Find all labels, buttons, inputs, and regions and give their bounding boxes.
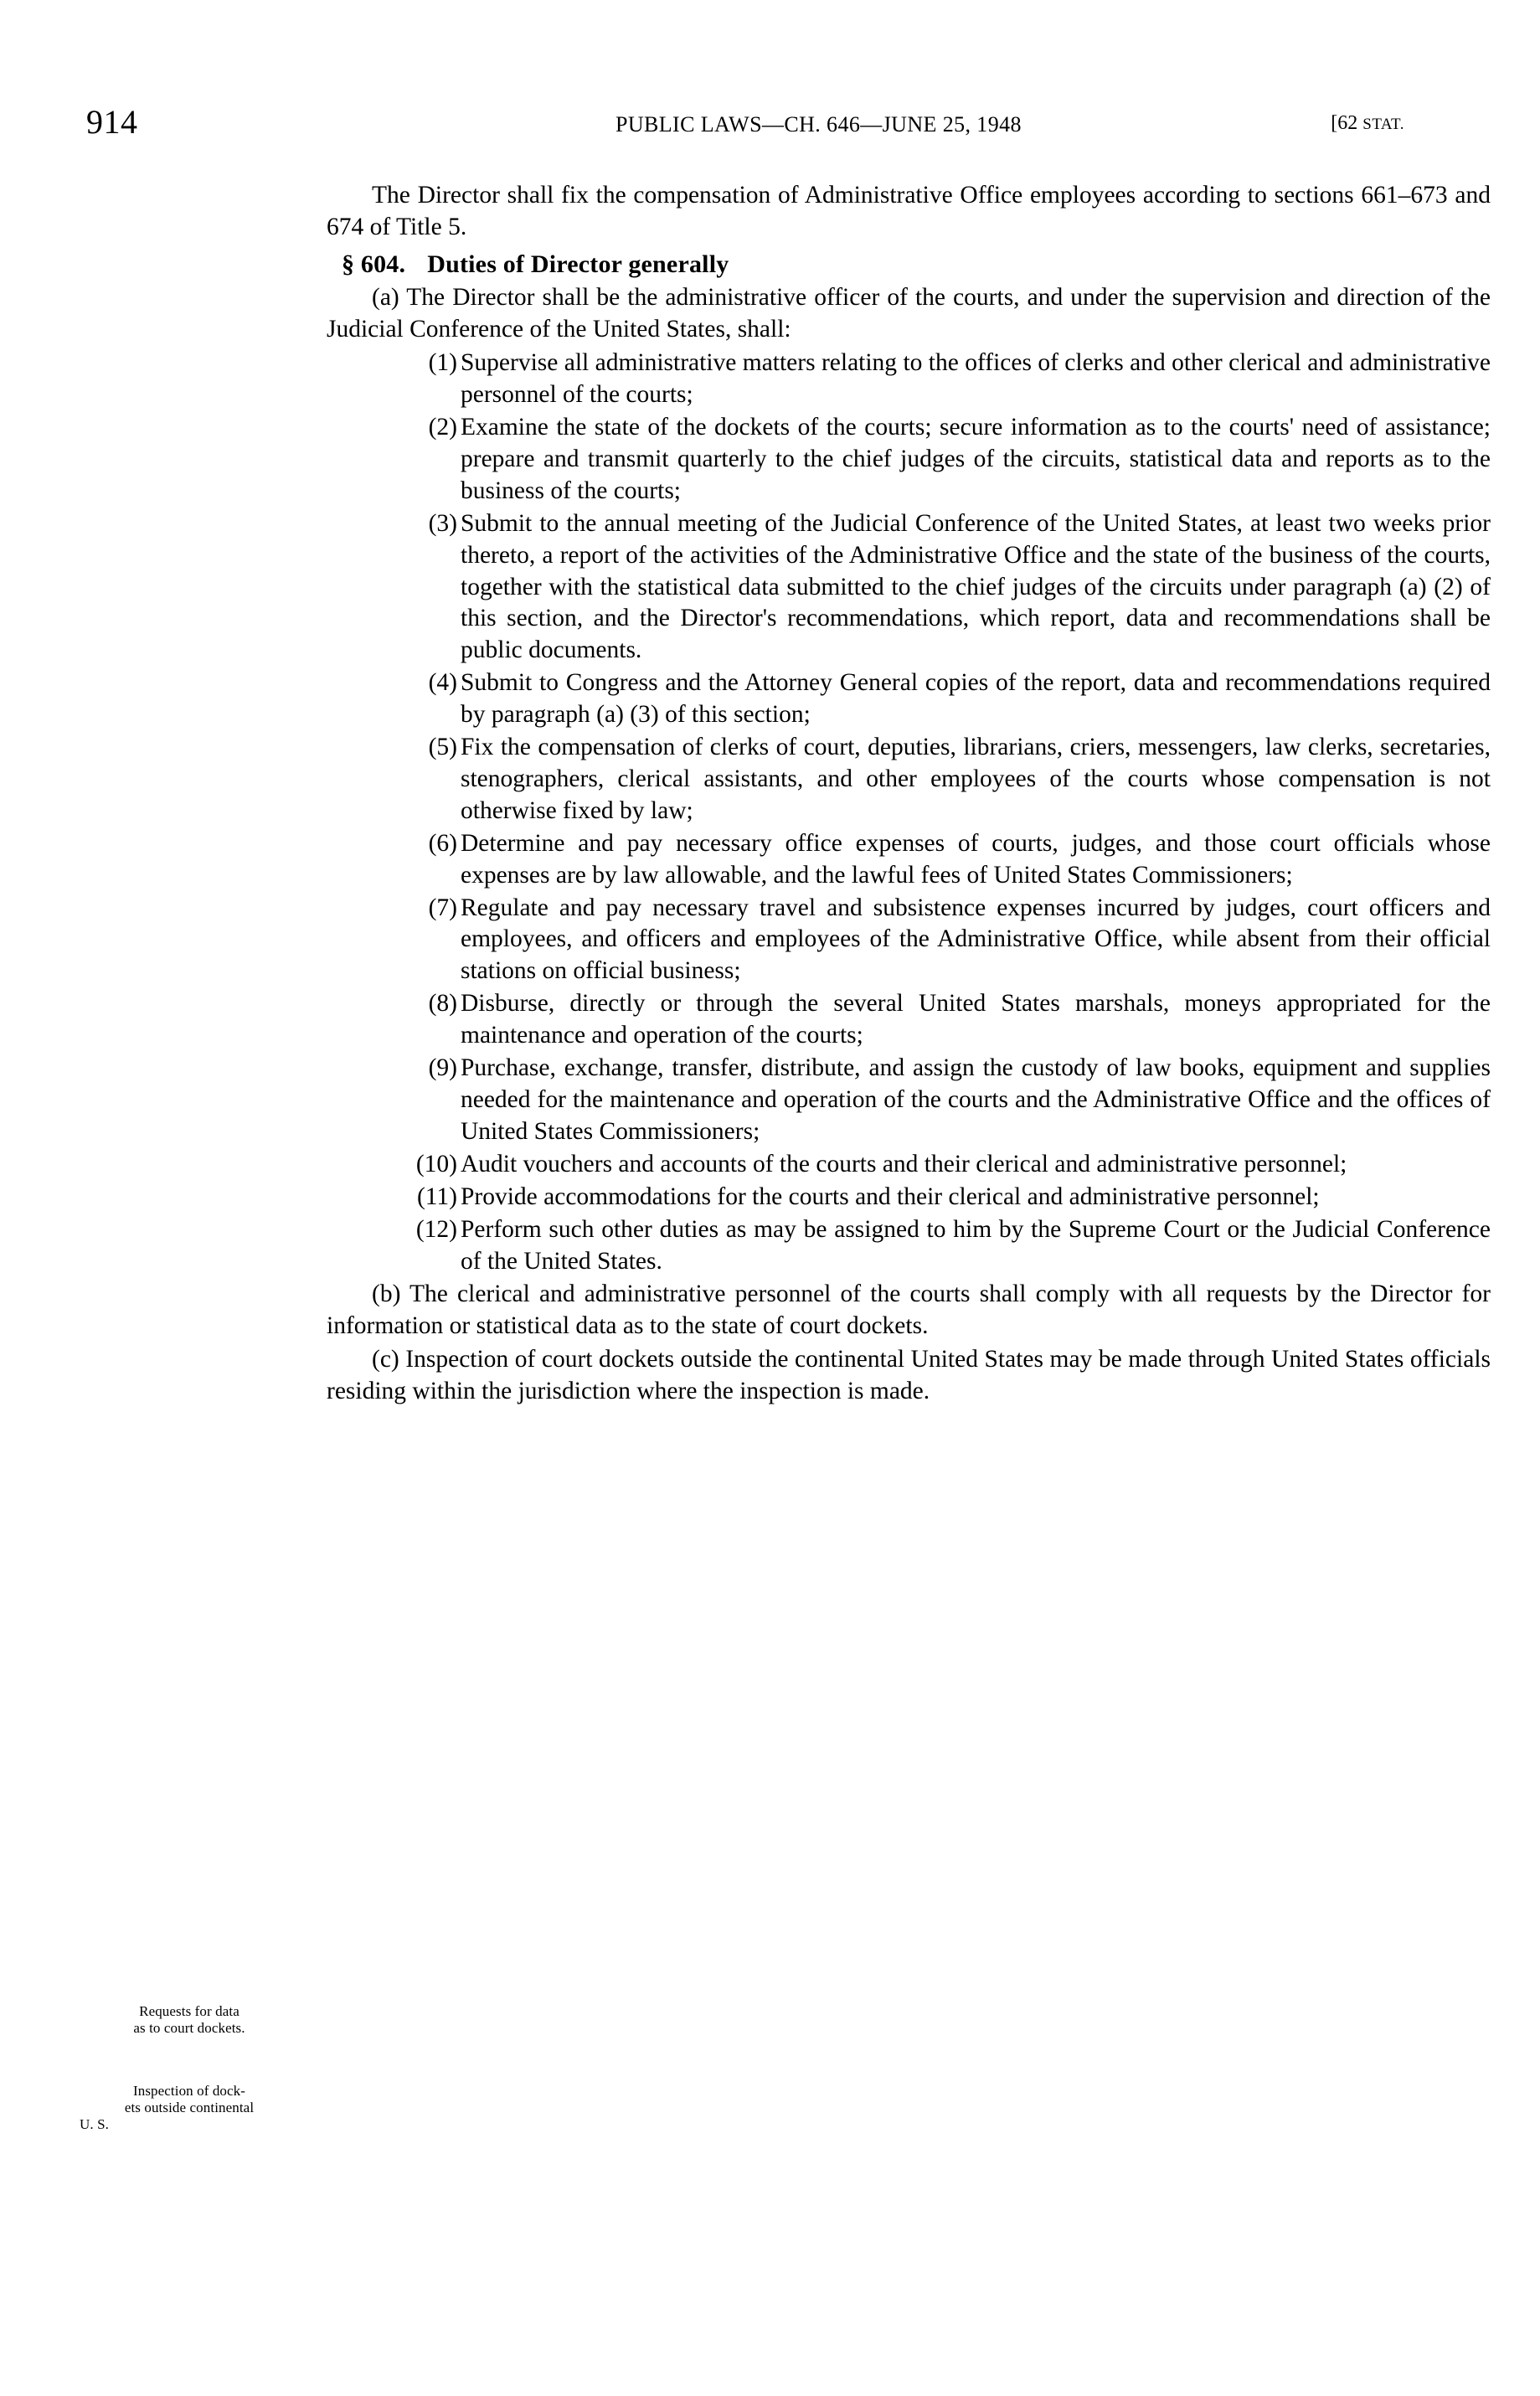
- marginal-note-inspection: [80, 2083, 299, 2133]
- list-item-text: Provide accommodations for the courts and their clerical and administrative personnel;: [461, 1183, 1320, 1210]
- list-item-number: (9): [428, 1054, 457, 1082]
- list-item-text: Regulate and pay necessary travel and subsistence expenses incurred by judges, court officers and employees, and officers and employees of the Administrative Office, while absent from their official stations on official business;: [461, 894, 1491, 985]
- list-item: [327, 1214, 1491, 1278]
- list-item-number: (7): [428, 894, 457, 921]
- running-head: PUBLIC LAWS—CH. 646—JUNE 25, 1948: [615, 112, 1022, 137]
- list-item-number: (10): [415, 1150, 457, 1177]
- paragraph-b: (b) The clerical and administrative personnel of the courts shall comply with all requests by the Director for information or statistical data as to the state of court dockets.: [327, 1280, 1491, 1340]
- numbered-list: [327, 348, 1491, 1277]
- statute-reference: [1331, 112, 1404, 135]
- list-item: [327, 412, 1491, 508]
- list-item: [327, 1149, 1491, 1181]
- section-heading: [327, 249, 1491, 281]
- marginal-note-line: Requests for data: [139, 2003, 239, 2019]
- marginal-note-requests: [80, 2003, 299, 2037]
- list-item: [327, 828, 1491, 892]
- list-item-number: (8): [428, 990, 457, 1018]
- stat-ref-open: [62: [1331, 112, 1363, 134]
- list-item-number: (11): [416, 1183, 457, 1210]
- list-item-text: Fix the compensation of clerks of court, deputies, librarians, criers, messengers, law clerks, secretaries, stenographers, clerical assistants, and other employees of the courts whose compensation is not otherwise fixed by law;: [461, 734, 1491, 824]
- stat-ref-smallcaps: STAT.: [1362, 116, 1404, 133]
- list-item-number: (2): [428, 413, 457, 441]
- list-item-text: Purchase, exchange, transfer, distribute, and assign the custody of law books, equipment and supplies needed for the maintenance and operation of the courts and the Administrative Office and the offices of United States Commissioners;: [461, 1054, 1491, 1145]
- list-item-text: Submit to Congress and the Attorney General copies of the report, data and recommendations required by paragraph (a) (3) of this section;: [461, 669, 1491, 729]
- paragraph-c: (c) Inspection of court dockets outside the continental United States may be made through United States officials residing within the jurisdiction where the inspection is made.: [327, 1346, 1491, 1405]
- marginal-note-line: as to court dockets.: [133, 2020, 245, 2037]
- list-item-number: (12): [415, 1215, 457, 1243]
- intro-paragraph: The Director shall fix the compensation of Administrative Office employees according to sections 661–673 and 674 of Title 5.: [327, 182, 1491, 240]
- list-item: [327, 1182, 1491, 1213]
- body-column: [327, 180, 1491, 1408]
- page-header: [80, 103, 1470, 146]
- list-item-text: Perform such other duties as may be assigned to him by the Supreme Court or the Judicial Conference of the United States.: [461, 1215, 1491, 1275]
- paragraph-a: (a) The Director shall be the administrative officer of the courts, and under the supervision and direction of the Judicial Conference of the United States, shall:: [327, 284, 1491, 343]
- list-item: [327, 348, 1491, 411]
- list-item-text: Examine the state of the dockets of the courts; secure information as to the courts' need of assistance; prepare and transmit quarterly to the chief judges of the circuits, statistical data and reports as to the business of the courts;: [461, 413, 1491, 504]
- list-item-number: (1): [428, 349, 457, 377]
- list-item: [327, 988, 1491, 1052]
- marginal-note-line: Inspection of dock-: [132, 2083, 246, 2099]
- list-item-text: Disburse, directly or through the several United States marshals, moneys appropriated for the maintenance and operation of the courts;: [461, 990, 1491, 1049]
- page-number: 914: [86, 103, 138, 141]
- marginal-note-line: U. S.: [80, 2116, 109, 2133]
- section-symbol: § 604.: [342, 250, 406, 278]
- list-item: [327, 893, 1491, 988]
- section-title: Duties of Director generally: [427, 250, 729, 278]
- list-item: [327, 667, 1491, 731]
- list-item-number: (3): [428, 509, 457, 537]
- list-item-text: Audit vouchers and accounts of the courts and their clerical and administrative personnel;: [461, 1150, 1347, 1177]
- list-item-number: (4): [428, 669, 457, 697]
- list-item-text: Supervise all administrative matters relating to the offices of clerks and other clerical and administrative personnel of the courts;: [461, 349, 1491, 409]
- list-item-text: Determine and pay necessary office expenses of courts, judges, and those court officials whose expenses are by law allowable, and the lawful fees of United States Commissioners;: [461, 829, 1491, 889]
- list-item: [327, 1053, 1491, 1148]
- list-item-number: (6): [428, 829, 457, 857]
- list-item: [327, 508, 1491, 667]
- list-item-text: Submit to the annual meeting of the Judicial Conference of the United States, at least two weeks prior thereto, a report of the activities of the Administrative Office and the state of the business of the courts, together with the statistical data submitted to the chief judges of the circuits under paragraph (a) (2) of this section, and the Director's recommendations, which report, data and recommendations shall be public documents.: [461, 509, 1491, 664]
- list-item: [327, 732, 1491, 827]
- list-item-number: (5): [428, 734, 457, 761]
- marginal-note-line: ets outside continental: [124, 2100, 255, 2116]
